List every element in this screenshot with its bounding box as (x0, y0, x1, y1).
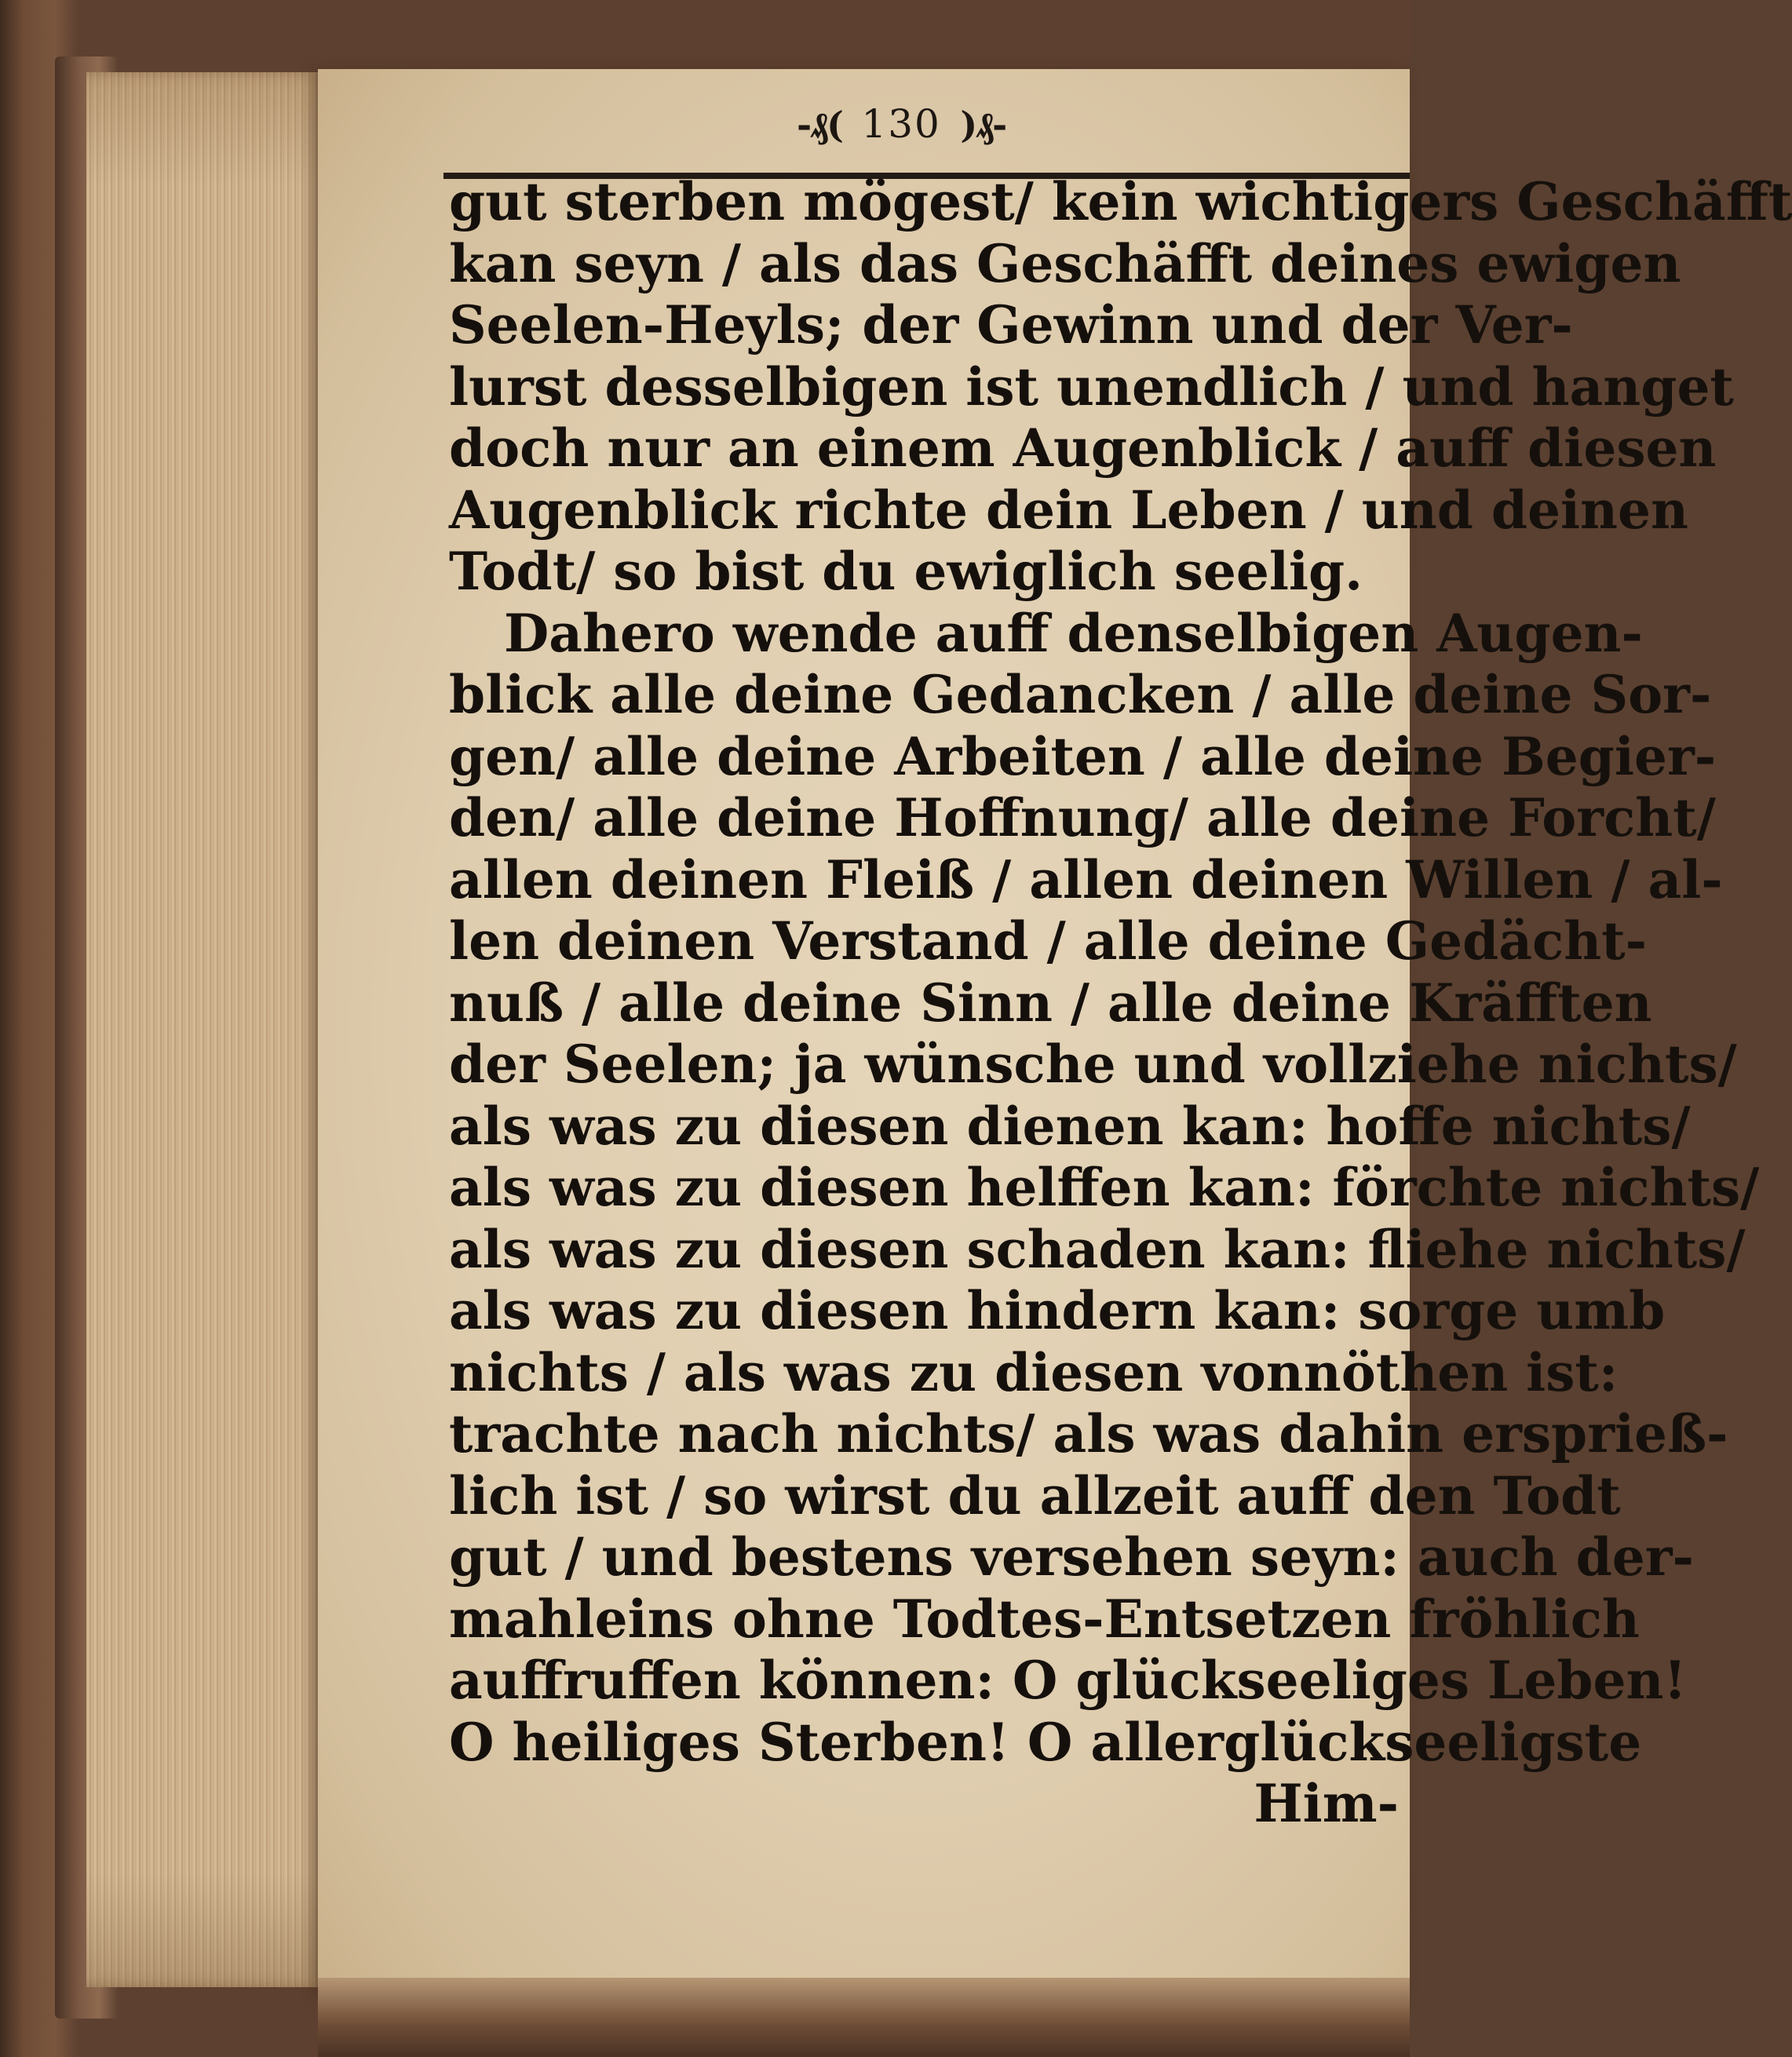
text-line: gen/ alle deine Arbeiten / alle deine Begier- (449, 725, 1717, 787)
text-line: nuß / alle deine Sinn / alle deine Kräfften (449, 972, 1652, 1034)
text-line: auffruffen können: O glückseeliges Leben! (449, 1650, 1687, 1711)
text-line: Todt/ so bist du ewiglich seelig. (449, 541, 1363, 602)
text-line: als was zu diesen helffen kan: förchte nichts/ (449, 1157, 1760, 1218)
header-ornament-left: -₰( (797, 104, 842, 146)
text-line: mahleins ohne Todtes-Entsetzen fröhlich (449, 1588, 1640, 1650)
text-line: Seelen-Heyls; der Gewinn und der Ver- (449, 294, 1573, 356)
text-line: allen deinen Fleiß / allen deinen Willen / al- (449, 848, 1723, 910)
text-line: lurst desselbigen ist unendlich / und hanget (449, 356, 1734, 418)
body-text (449, 171, 1792, 1835)
text-line: blick alle deine Gedancken / alle deine Sor- (449, 664, 1712, 725)
text-line: als was zu diesen schaden kan: fliehe nichts/ (449, 1218, 1746, 1280)
text-line: gut / und bestens versehen seyn: auch der- (449, 1526, 1694, 1588)
text-line: gut sterben mögest/ kein wichtigers Geschäfft (449, 171, 1792, 232)
page-header (443, 100, 1410, 163)
text-line: den/ alle deine Hoffnung/ alle deine Forcht/ (449, 787, 1716, 848)
text-line: len deinen Verstand / alle deine Gedächt- (449, 910, 1648, 972)
text-line: nichts / als was zu diesen vonnöthen ist: (449, 1341, 1619, 1403)
header-ornament-right: )₰- (960, 104, 1006, 146)
text-line: kan seyn / als das Geschäfft deines ewigen (449, 232, 1681, 294)
page-edges (86, 72, 322, 1987)
text-line: Dahero wende auff denselbigen Augen- (504, 602, 1643, 664)
text-line: Augenblick richte dein Leben / und deinen (449, 479, 1689, 541)
text-line: lich ist / so wirst du allzeit auff den Todt (449, 1464, 1621, 1526)
text-line: als was zu diesen dienen kan: hoffe nichts/ (449, 1095, 1691, 1157)
running-head (797, 100, 1005, 148)
text-line: als was zu diesen hindern kan: sorge umb (449, 1280, 1666, 1341)
page-bottom-shadow (318, 1978, 1410, 2057)
text-line: doch nur an einem Augenblick / auff diesen (449, 418, 1717, 479)
text-line: O heiliges Sterben! O allerglückseeligste (449, 1711, 1642, 1773)
catchword: Him- (1254, 1773, 1399, 1834)
page-number: 130 (861, 101, 941, 147)
text-line: der Seelen; ja wünsche und vollziehe nichts/ (449, 1034, 1737, 1095)
text-line: trachte nach nichts/ als was dahin ersprieß- (449, 1403, 1728, 1464)
